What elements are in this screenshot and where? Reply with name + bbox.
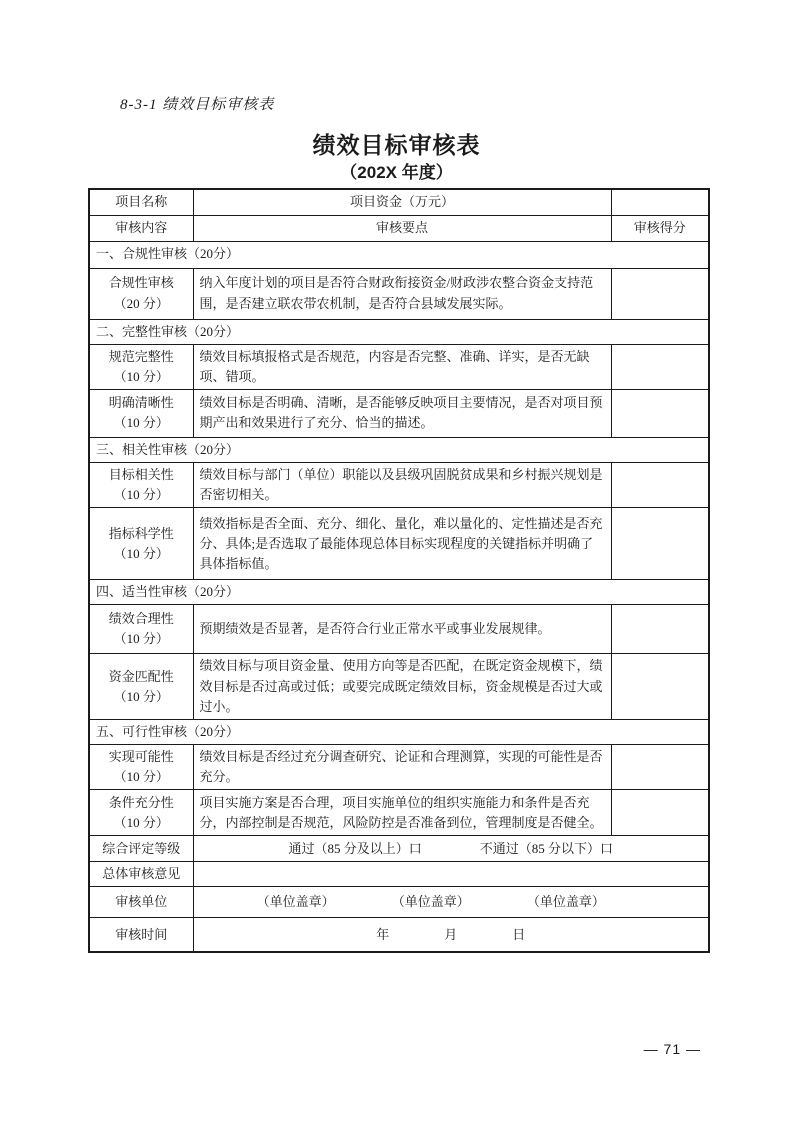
item-label — [89, 463, 193, 508]
row-section-completeness — [89, 319, 709, 344]
item-score-cell — [611, 745, 709, 790]
fail-option-checkbox: 不通过（85 分以下）口 — [479, 840, 614, 856]
item-criteria: 纳入年度计划的项目是否符合财政衔接资金/财政涉农整合资金支持范围，是否建立联农带农机制，是否符合县域发展实际。 — [193, 268, 611, 319]
item-label — [89, 344, 193, 389]
row-item-goal-relevance — [89, 463, 709, 508]
row-section-feasibility — [89, 719, 709, 744]
item-criteria: 绩效目标是否经过充分调查研究、论证和合理测算，实现的可能性是否充分。 — [193, 745, 611, 790]
item-name: 目标相关性 — [108, 467, 174, 483]
item-name: 绩效合理性 — [108, 611, 174, 627]
item-points: （10 分） — [113, 415, 169, 431]
pass-option-checkbox: 通过（85 分及以上）口 — [288, 840, 422, 856]
row-section-relevance — [89, 437, 709, 462]
section-title: 五、可行性审核（20分） — [89, 719, 709, 744]
item-score-cell — [611, 389, 709, 437]
page-title: 绩效目标审核表 — [312, 132, 481, 158]
row-item-achievability — [89, 745, 709, 790]
item-criteria: 绩效目标填报格式是否规范，内容是否完整、准确、详实，是否无缺项、错项。 — [193, 344, 611, 389]
unit-stamp-placeholder: （单位盖章） — [391, 894, 470, 910]
row-review-unit — [89, 887, 709, 918]
project-name-label: 项目名称 — [89, 189, 193, 215]
item-name: 实现可能性 — [108, 749, 174, 765]
item-points: （10 分） — [113, 545, 169, 561]
item-score-cell — [611, 508, 709, 580]
page-number: — 71 — — [643, 1041, 701, 1057]
col-header-content: 审核内容 — [89, 215, 193, 241]
section-heading: 8-3-1 绩效目标审核表 — [120, 97, 275, 113]
row-overall-opinion — [89, 862, 709, 887]
row-item-condition-sufficiency — [89, 790, 709, 836]
row-item-standard-completeness — [89, 344, 709, 389]
item-score-cell — [611, 268, 709, 319]
row-item-clarity — [89, 389, 709, 437]
item-label — [89, 654, 193, 719]
item-criteria: 绩效目标与部门（单位）职能以及县级巩固脱贫成果和乡村振兴规划是否密切相关。 — [193, 463, 611, 508]
row-item-fund-matching — [89, 654, 709, 719]
project-score-cell — [611, 189, 709, 215]
item-points: （10 分） — [113, 769, 169, 785]
item-name: 明确清晰性 — [108, 395, 174, 411]
item-points: （10 分） — [113, 487, 169, 503]
overall-rating-options — [193, 836, 709, 862]
item-points: （20 分） — [113, 295, 169, 311]
item-label — [89, 745, 193, 790]
row-section-compliance — [89, 241, 709, 268]
item-criteria: 预期绩效是否显著，是否符合行业正常水平或事业发展规律。 — [193, 605, 611, 654]
row-review-date — [89, 918, 709, 952]
unit-stamp-placeholder: （单位盖章） — [526, 894, 605, 910]
row-item-compliance — [89, 268, 709, 319]
page-subtitle: （202X 年度） — [340, 163, 453, 182]
unit-stamp-placeholder: （单位盖章） — [256, 894, 335, 910]
item-label — [89, 389, 193, 437]
overall-opinion-label: 总体审核意见 — [89, 862, 193, 887]
item-name: 合规性审核 — [108, 275, 174, 291]
project-name-value: 项目资金（万元） — [193, 189, 611, 215]
section-title: 四、适当性审核（20分） — [89, 580, 709, 605]
item-label — [89, 790, 193, 836]
overall-rating-label: 综合评定等级 — [89, 836, 193, 862]
col-header-points: 审核要点 — [193, 215, 611, 241]
row-item-performance-rationality — [89, 605, 709, 654]
row-item-indicator-science — [89, 508, 709, 580]
item-name: 条件充分性 — [108, 794, 174, 810]
item-points: （10 分） — [113, 814, 169, 830]
item-name: 指标科学性 — [108, 525, 174, 541]
review-unit-label: 审核单位 — [89, 887, 193, 918]
item-name: 资金匹配性 — [108, 668, 174, 684]
review-date-value — [193, 918, 709, 952]
item-score-cell — [611, 790, 709, 836]
review-date-label: 审核时间 — [89, 918, 193, 952]
item-label — [89, 268, 193, 319]
date-day-label: 日 — [512, 926, 526, 942]
item-criteria: 绩效目标是否明确、清晰，是否能够反映项目主要情况，是否对项目预期产出和效果进行了充分、恰当的描述。 — [193, 389, 611, 437]
item-points: （10 分） — [113, 368, 169, 384]
section-title: 三、相关性审核（20分） — [89, 437, 709, 462]
item-score-cell — [611, 344, 709, 389]
section-title: 一、合规性审核（20分） — [89, 241, 709, 268]
row-project-name — [89, 189, 709, 215]
item-name: 规范完整性 — [108, 348, 174, 364]
date-month-label: 月 — [444, 926, 458, 942]
row-section-appropriateness — [89, 580, 709, 605]
col-header-score: 审核得分 — [611, 215, 709, 241]
item-score-cell — [611, 654, 709, 719]
row-overall-rating — [89, 836, 709, 862]
item-score-cell — [611, 463, 709, 508]
row-table-header — [89, 215, 709, 241]
item-label — [89, 508, 193, 580]
item-criteria: 绩效目标与项目资金量、使用方向等是否匹配，在既定资金规模下，绩效目标是否过高或过低；或要完成既定绩效目标，资金规模是否过大或过小。 — [193, 654, 611, 719]
item-criteria: 绩效指标是否全面、充分、细化、量化，难以量化的、定性描述是否充分、具体;是否选取了最能体现总体目标实现程度的关键指标并明确了具体指标值。 — [193, 508, 611, 580]
item-label — [89, 605, 193, 654]
overall-opinion-value — [193, 862, 709, 887]
review-table — [88, 188, 710, 953]
item-score-cell — [611, 605, 709, 654]
item-points: （10 分） — [113, 631, 169, 647]
date-year-label: 年 — [376, 926, 390, 942]
section-title: 二、完整性审核（20分） — [89, 319, 709, 344]
review-unit-stamps — [193, 887, 709, 918]
item-criteria: 项目实施方案是否合理，项目实施单位的组织实施能力和条件是否充分，内部控制是否规范，风险防控是否准备到位，管理制度是否健全。 — [193, 790, 611, 836]
item-points: （10 分） — [113, 688, 169, 704]
